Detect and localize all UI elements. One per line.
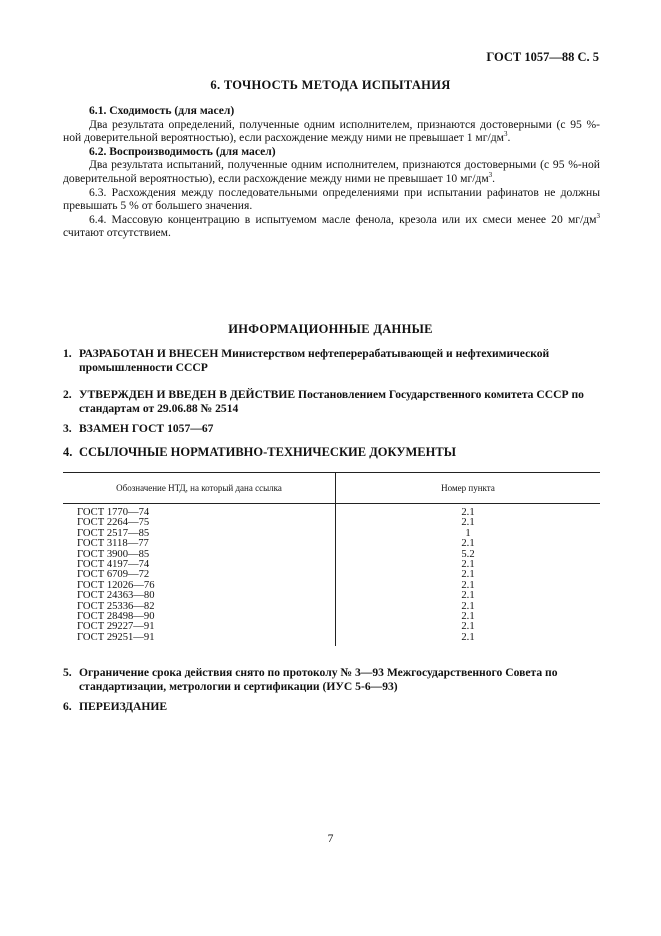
section-title: 6. ТОЧНОСТЬ МЕТОДА ИСПЫТАНИЯ [210, 78, 451, 92]
table-row: ГОСТ 4197—74 2.1 [63, 560, 600, 570]
table-row: ГОСТ 24363—80 2.1 [63, 591, 600, 601]
table-row: ГОСТ 28498—90 2.1 [63, 612, 600, 622]
table-row: ГОСТ 12026—76 2.1 [63, 581, 600, 591]
info-item-4: 4. ССЫЛОЧНЫЕ НОРМАТИВНО-ТЕХНИЧЕСКИЕ ДОКУМЕНТЫ [63, 445, 456, 459]
table-row: ГОСТ 6709—72 2.1 [63, 570, 600, 580]
table-row: ГОСТ 29227—91 2.1 [63, 622, 600, 632]
info-item-6: 6. ПЕРЕИЗДАНИЕ [63, 700, 168, 713]
info-item-3: 3. ВЗАМЕН ГОСТ 1057—67 [63, 422, 214, 435]
page-number: 7 [327, 832, 334, 845]
clause-6-2-title: 6.2. Воспроизводимость (для масел) [89, 144, 276, 158]
table-header-row [63, 473, 600, 504]
clause-6-1-title: 6.1. Сходимость (для масел) [89, 104, 235, 117]
clause-6-2-text: Два результата испытаний, полученные одним исполнителем, признаются достоверными (с 95 %-ной доверительной вероятностью), если расхождение между ними не превышает 10 $мг/дм^3$. [63, 158, 600, 185]
table-row: ГОСТ 2517—85 1 [63, 529, 600, 539]
table-row: ГОСТ 25336—82 2.1 [63, 602, 600, 612]
table-row: ГОСТ 29251—91 2.1 [63, 633, 600, 646]
references-table [63, 472, 600, 646]
section-body [63, 104, 600, 240]
info-item-2: 2. УТВЕРЖДЕН И ВВЕДЕН В ДЕЙСТВИЕ Постановлением Государственного комитета СССР по стандартам от 29.06.88 № 2514 [63, 388, 584, 415]
col-header-clause: Номер пункта [336, 473, 601, 504]
info-item-1: 1. РАЗРАБОТАН И ВНЕСЕН Министерством нефтеперерабатывающей и нефтехимической промышленности СССР [63, 347, 550, 374]
col-header-document: Обозначение НТД, на который дана ссылка [63, 473, 336, 504]
table-row: ГОСТ 2264—75 2.1 [63, 518, 600, 528]
clause-6-4: 6.4. Массовую концентрацию в испытуемом масле фенола, крезола или их смеси менее 20 $мг/дм^3$ считают отсутствием. [63, 211, 600, 240]
clause-6-1-text: Два результата определений, полученные одним исполнителем, признаются достоверными (с 95 %-ной доверительной вероятностью), если расхождение между ними не превышает 1 $мг/дм^3$. [63, 117, 600, 145]
info-item-5: 5. Ограничение срока действия снято по протоколу № 3—93 Межгосударственного Совета по стандартизации, метрологии и сертификации (ИУС 5-6—93) [63, 666, 558, 693]
table-row: ГОСТ 3900—85 5.2 [63, 550, 600, 560]
table-row: ГОСТ 3118—77 2.1 [63, 539, 600, 549]
info-title: ИНФОРМАЦИОННЫЕ ДАННЫЕ [228, 322, 433, 336]
clause-6-3: 6.3. Расхождения между последовательными определениями при испытании рафинатов не должны превышать 5 % от большего значения. [63, 185, 600, 213]
page-header: ГОСТ 1057—88 С. 5 [486, 50, 599, 64]
table-row: ГОСТ 1770—74 2.1 [63, 504, 600, 519]
